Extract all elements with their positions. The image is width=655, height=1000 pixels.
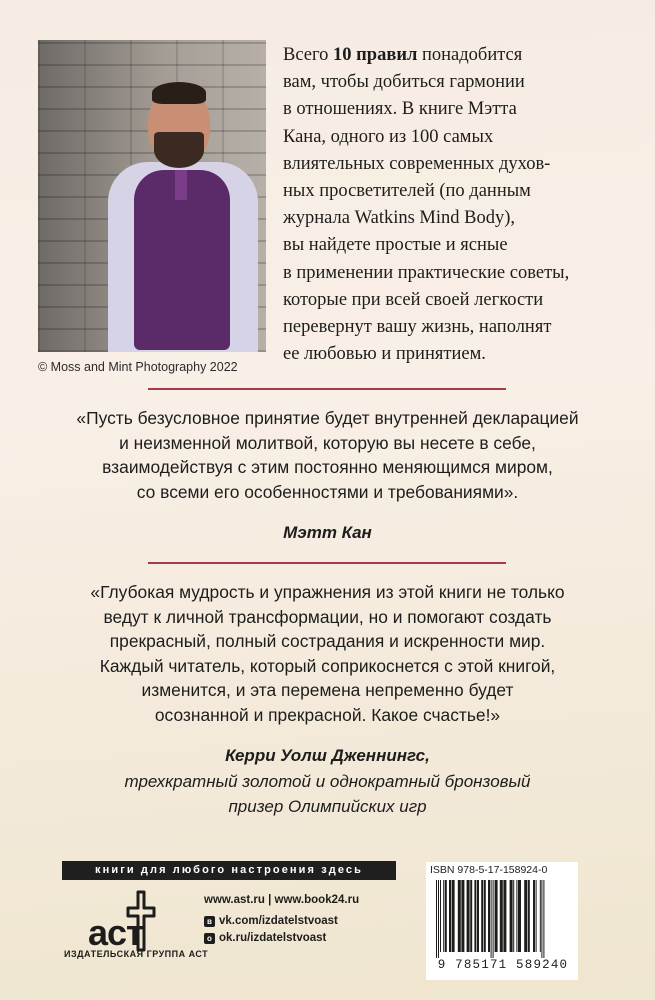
- barcode-bar: [495, 880, 498, 952]
- ok-link[interactable]: [204, 932, 326, 944]
- quote-line: «Глубокая мудрость и упражнения из этой книги не только: [90, 582, 565, 602]
- barcode-guard: [493, 880, 494, 958]
- barcode-bar: [470, 880, 472, 952]
- ast-logo-text: aст: [88, 912, 143, 953]
- isbn-block: [426, 862, 578, 980]
- barcode-guard: [438, 880, 439, 958]
- quote-line: изменится, и эта перемена непременно будет: [141, 680, 514, 700]
- intro-paragraph: [283, 42, 623, 368]
- quote-line: осознанной и прекрасной. Какое счастье!»: [154, 704, 501, 725]
- photo-credit: © Moss and Mint Photography 2022: [38, 360, 238, 374]
- author-beard: [154, 132, 204, 168]
- barcode-bar: [449, 880, 451, 952]
- divider-rule: [148, 562, 506, 564]
- intro-line: вы найдете простые и ясные: [283, 235, 508, 256]
- author-description: [40, 770, 615, 819]
- barcode-bar: [477, 880, 479, 952]
- author-desc-line: призер Олимпийских игр: [228, 796, 427, 816]
- intro-line: влиятельных современных духов-: [283, 153, 551, 174]
- quote-line: Каждый читатель, который соприкоснется с этой книгой,: [99, 655, 556, 676]
- author-photo: [38, 40, 266, 352]
- ok-link-text: ok.ru/izdatelstvoast: [219, 932, 327, 944]
- vk-link-text: vk.com/izdatelstvoast: [219, 915, 338, 927]
- intro-line: в применении практические советы,: [283, 262, 570, 283]
- barcode-guard: [543, 880, 544, 958]
- tie: [175, 170, 187, 200]
- divider-rule: [148, 388, 506, 390]
- vk-icon: в: [204, 916, 215, 927]
- tagline-bar: книги для любого настроения здесь: [62, 861, 396, 880]
- barcode-bar: [467, 880, 470, 952]
- barcode-bar: [513, 880, 514, 952]
- barcode-guard: [491, 880, 492, 958]
- intro-line: журнала Watkins Mind Body),: [283, 208, 516, 229]
- barcode-bar: [500, 880, 503, 952]
- barcode-bar: [452, 880, 455, 952]
- barcode-bar: [458, 880, 461, 952]
- quote-line: и неизменной молитвой, которую вы несете в себе,: [119, 432, 536, 453]
- quote-line: «Пусть безусловное принятие будет внутренней декларацией: [76, 408, 579, 428]
- intro-line: перевернут вашу жизнь, наполнят: [283, 317, 552, 338]
- intro-line: вам, чтобы добиться гармонии: [283, 72, 525, 93]
- quote-jennings: [40, 580, 615, 727]
- author-hair: [152, 82, 206, 104]
- intro-bold: 10 правил: [333, 45, 418, 65]
- author-desc-line: трехкратный золотой и однократный бронзовый: [124, 772, 531, 791]
- quote-author: Мэтт Кан: [283, 523, 372, 542]
- isbn-label: ISBN 978-5-17-158924-0: [430, 864, 548, 876]
- quote-line: взаимодействуя с этим постоянно меняющимся миром,: [102, 457, 553, 477]
- intro-line: ее любовью и принятием.: [283, 344, 486, 365]
- web-links[interactable]: www.ast.ru | www.book24.ru: [204, 894, 360, 906]
- intro-line: в отношениях. В книге Мэтта: [283, 99, 517, 120]
- barcode-bar: [524, 880, 527, 952]
- barcode-bar: [481, 880, 483, 952]
- barcode-guard: [436, 880, 437, 958]
- barcode-bar: [484, 880, 486, 952]
- barcode-bar: [516, 880, 517, 952]
- intro-line: Кана, одного из 100 самых: [283, 126, 494, 147]
- quote-author: Керри Уолш Дженнингс,: [225, 746, 430, 765]
- vk-link[interactable]: [204, 915, 338, 927]
- barcode-bar: [540, 880, 541, 952]
- barcode: [434, 880, 574, 958]
- intro-line: ных просветителей (по данным: [283, 181, 531, 202]
- barcode-bar: [533, 880, 535, 952]
- intro-line: которые при всей своей легкости: [283, 289, 544, 310]
- quote-line: со всеми его особенностями и требованиями».: [136, 481, 519, 502]
- ast-logo: [88, 890, 178, 982]
- barcode-bar: [443, 880, 444, 952]
- barcode-bar: [474, 880, 476, 952]
- quote-line: прекрасный, полный сострадания и искренности мир.: [109, 631, 546, 651]
- barcode-bar: [440, 880, 441, 952]
- intro-line: Всего 10 правил понадобится: [283, 45, 523, 65]
- quote-kahn: [40, 406, 615, 504]
- barcode-bar: [488, 880, 490, 952]
- barcode-bar: [445, 880, 447, 952]
- barcode-bar: [536, 880, 537, 952]
- barcode-bar: [461, 880, 464, 952]
- ok-icon: о: [204, 933, 215, 944]
- barcode-digits: 9 785171 589240: [437, 958, 569, 972]
- publisher-name: ИЗДАТЕЛЬСКАЯ ГРУППА АСТ: [64, 949, 209, 959]
- barcode-bar: [503, 880, 506, 952]
- barcode-guard: [541, 880, 542, 958]
- quote-line: ведут к личной трансформации, но и помогают создать: [103, 606, 552, 627]
- barcode-bar: [528, 880, 530, 952]
- barcode-bar: [510, 880, 513, 952]
- barcode-bar: [518, 880, 521, 952]
